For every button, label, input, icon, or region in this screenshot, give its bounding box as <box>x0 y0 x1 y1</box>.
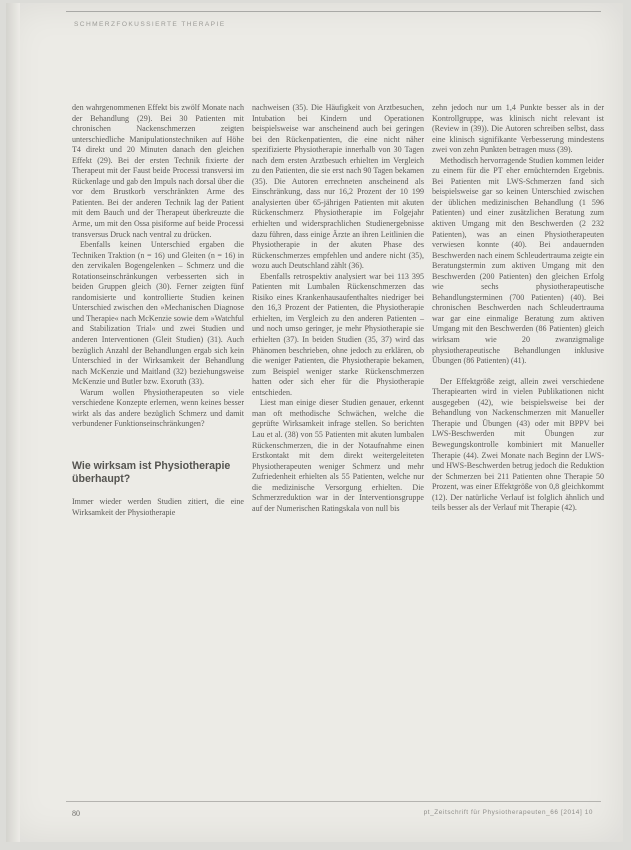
text-column-3 <box>432 103 604 514</box>
paragraph: nachweisen (35). Die Häufigkeit von Arztbesuchen, Intubation bei Kindern und Operationen beispielsweise war anscheinend auch bei geringen bei den Rückenpatienten, die eine nicht näher spezifizierte Physiotherapie innerhalb von 30 Tagen nach dem ersten Arztbesuch erhielten im Vergleich zu den Patienten, die sie erst nach 90 Tagen bekamen (35). Die Autoren errechneten anscheinend als Einschränkung, dass nur 16,2 Prozent der 10 199 analysierten über 65-jährigen Patienten mit akuten Rückenschmerz Physiotherapie im Folgejahr erhielten und widersprachlichen Studienergebnisse dazu führen, dass einige Ärzte an ihren Leitlinien die Physiotherapie in der akuten Phase des Rückenschmerzes empfehlen und andere nicht (35), wozu auch Deutschland zählt (36). <box>252 103 424 271</box>
footer-rule <box>66 801 601 802</box>
header-rule <box>66 11 601 12</box>
footer-journal-name: pt_Zeitschrift für Physiotherapeuten_66 [2014] 10 <box>423 809 593 816</box>
paragraph: Warum wollen Physiotherapeuten so viele verschiedene Konzepte erlernen, wenn keines besser wirkt als das andere bezüglich Schmerz und damit verbundener Funktionseinschränkungen? <box>72 387 244 429</box>
page-fold-shadow <box>6 3 20 842</box>
paragraph: Liest man einige dieser Studien genauer, erkennt man oft methodische Schwächen, welche die geprüfte Wirksamkeit infrage stellen. So berichten Lau et al. (38) von 55 Patienten mit akuten lumbalen Rückenschmerzen, die in der Notaufnahme einen Erstkontakt mit dem direkt weitergeleiteten Physiotherapeuten weniger Schmerz und mehr Zufriedenheit erhielten als 55 Patienten, welche nur die medizinische Versorgung erhielten. Die Schmerzreduktion war in der Interventionsgruppe auf der Numerischen Ratingskala von null bis <box>252 398 424 513</box>
journal-page <box>6 3 623 842</box>
section-heading: Wie wirksam ist Physiotherapie überhaupt? <box>72 459 231 485</box>
paragraph: Immer wieder werden Studien zitiert, die eine Wirksamkeit der Physiotherapie <box>72 497 244 517</box>
page-number: 80 <box>72 809 80 818</box>
text-column-2 <box>252 103 424 514</box>
paragraph: zehn jedoch nur um 1,4 Punkte besser als in der Kontrollgruppe, was klinisch nicht relevant ist (Review in (39)). Die Autoren schreiben selbst, dass eine klinisch signifikante Verbesserung mindestens zwei von zehn Punkten betragen muss (39). <box>432 103 604 155</box>
paragraph: Ebenfalls keinen Unterschied ergaben die Techniken Traktion (n = 16) und Gleiten (n = 16) in den zervikalen Bogengelenken – Schmerz und die Rotationseinschränkungen verbesserten sich in beiden Gruppen gleich (30). Ferner zeigten fünf randomisierte und kontrollierte Studien keinen Unterschied zwischen den »Mechanischen Diagnose und Therapie« nach McKenzie sowie dem »Watchful and Stabilization Trial« und zwei Studien und anderen Interventionen (Gleit Studien) (31). Auch bezüglich Anzahl der Behandlungen ergab sich kein Unterschied in der Wirksamkeit der Behandlung nach McKenzie und Maitland (32) beziehungsweise McKenzie und Butler bzw. Exoruth (33). <box>72 240 244 387</box>
paragraph: Methodisch hervorragende Studien kommen leider zu einem für die PT eher ernüchternden Ergebnis. Bei Patienten mit LWS-Schmerzen fand sich beispielsweise gar so keinen Unterschied zwischen der üblichen medizinischen Behandlung (1 596 Patienten) und einer zusätzlichen Beratung zum aktiven Umgang mit den Beschwerden (2 232 Patienten), was an einen Physiotherapeuten verwiesen konnte (40). Bei andauernden Beschwerden nach einem Schleudertrauma zeigte ein Beratungstermin zum aktiven Umgang mit den Beschwerden (200 Patienten) den gleichen Erfolg wie sechs physiotherapeutische Behandlungsterminen (700 Patienten) (40). Bei chronischen Beschwerden nach Schleudertrauma war gar eine einmalige Beratung zum aktiven Umgang mit den Beschwerden (86 Patienten) gleich wirksam wie 20 zwanzigmalige physiotherapeutische Behandlungen inklusive Übungen (86 Patienten) (41). <box>432 155 604 366</box>
paragraph: den wahrgenommenen Effekt bis zwölf Monate nach der Behandlung (29). Bei 30 Patienten mit chronischen Nackenschmerzen zeigten unterschiedliche Manipulationstechniken auf Höhe T4 direkt und 20 Minuten danach den gleichen Effekt (29). Bei der ersten Technik fixierte der Therapeut mit der Faust beide Processi transversi im Rückenlage und gab den Impuls nach dorsal über die vor dem Brustkorb verschränkten Arme des Patienten. Bei der anderen Technik lag der Patient mit dem Bauch und der Therapeut überkreuzte die Arme, um mit den Ossa pisiforme auf beide Processi transversus Druck nach ventral zu drücken. <box>72 103 244 239</box>
running-head: SCHMERZFOKUSSIERTE THERAPIE <box>74 21 226 28</box>
text-column-1 <box>72 103 244 518</box>
paragraph: Der Effektgröße zeigt, allein zwei verschiedene Therapiearten wird in vielen Publikationen nicht ausgegeben (42), wie beispielsweise bei der Behandlung von Nackenschmerzen mit Manueller Therapie und Übungen (43) oder mit BPPV bei LWS-Beschwerden mit Übungen zur Bewegungskontrolle kombiniert mit Manueller Therapie (44). Zwei Monate nach Beginn der LWS- und HWS-Beschwerden betrug jedoch die Reduktion der Schmerzen bei 211 Patienten ohne Therapie 50 Prozent, was einer Effektgröße von 0,8 gleichkommt (12). Der natürliche Verlauf ist folglich ähnlich und teils besser als der Verlauf mit Therapie (42). <box>432 376 604 513</box>
paragraph: Ebenfalls retrospektiv analysiert war bei 113 395 Patienten mit Lumbalen Rückenschmerzen das Risiko eines Krankenhausaufenthaltes niedriger bei den 16,3 Prozent der Patienten, die Physiotherapie erhielten, im Vergleich zu den anderen Patienten – und noch umso geringer, je mehr Physiotherapie sie erhielten (37). In beiden Studien (35, 37) wird das Phänomen beschrieben, ohne jedoch zu erklären, ob die weniger Patienten, die Physiotherapie bekamen, zum Beispiel weniger starke Rückenschmerzen hatten oder sich eher für die Physiotherapie entschieden. <box>252 271 424 397</box>
